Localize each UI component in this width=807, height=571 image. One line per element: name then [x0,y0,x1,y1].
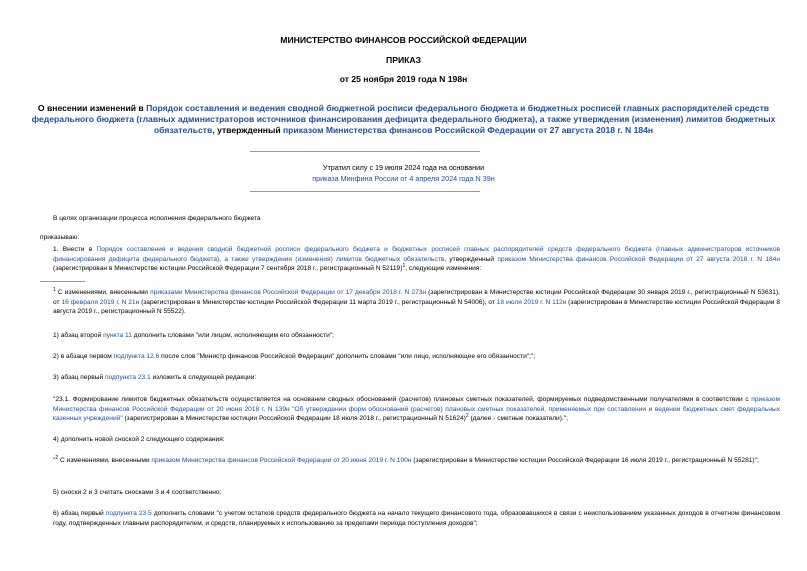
divider-line [250,151,480,152]
footnote-mark: 1 [53,286,56,293]
link-subpoint-23-1[interactable]: подпункта 23.1 [104,374,151,381]
item-1 [40,245,780,274]
paragraph-text: дополнить словами "с учетом остатков средств федерального бюджета на начало текущего финансового года, образовавшихся в связи с неиспользованием указанных доходов в отчетном финансовом году, подтвержденных главным распорядителем, и средств, планируемых к использованию за пределами периода поступления доходов"; [53,510,780,527]
footnote-1 [40,288,780,317]
link-subpoint-23-5[interactable]: подпункта 23.5 [105,510,152,517]
paragraph-5: 5) сноски 2 и 3 считать сносками 3 и 4 соответственно; [53,489,222,496]
footnote-divider [40,281,85,282]
footnote-text: С изменениями, внесенными [55,289,151,296]
status-note-text: Утратил силу с 19 июля 2024 года на основании [322,163,485,172]
title-link-procedure[interactable]: Порядок составления и ведения сводной бюджетной росписи федерального бюджета и бюджетных росписей главных распорядителей средств федерального бюджета (главных администраторов источников финансирования дефицита федерального бюджета), а также утверждения (изменения) лимитов бюджетных обязательств [31,103,776,135]
item-1-text: 1. Внести в [53,246,97,253]
footnote-mark: 2 [55,454,59,461]
paragraph-text: изложить в следующей редакции: [150,374,257,381]
preamble: В целях организации процесса исполнения федерального бюджета [53,215,261,222]
quote-text: (зарегистрирован в Министерстве юстиции Российской Федерации 18 июля 2018 г., регистрационный N 51624) [122,415,466,423]
footnote-link-21n[interactable]: 16 февраля 2019 г. N 21н [61,298,140,306]
link-subpoint-12-6[interactable]: подпункта 12.6 [113,353,160,360]
footnote-link-112n[interactable]: 18 июля 2019 г. N 112н [496,298,567,306]
item-1-link-procedure[interactable]: Порядок составления и ведения сводной бюджетной росписи федерального бюджета и бюджетных росписей главных распорядителей средств федерального бюджета (главных администраторов источников финансирования дефицита федерального бюджета), а также утверждения (изменения) лимитов бюджетных обязательств [53,246,780,263]
quote-text: (зарегистрирован в Министерстве юстиции Российской Федерации 16 июля 2019 г., регистрационный N 55281)"; [411,457,759,464]
divider-line [250,191,480,192]
title-text: , утвержденный [212,125,283,135]
quoted-subpoint-23-1 [40,395,780,424]
quote-text: (далее - сметные показатели)."; [468,415,568,423]
new-footnote-2 [40,456,780,466]
quote-text: " [53,457,56,464]
link-order-139n[interactable]: приказом Министерства финансов Российской Федерации от 20 июня 2018 г. N 139н "Об утверждении форм обоснований (расчетов) плановых сметных показателей, применяемых при составлении и ведении бюджетных смет федеральных казенных учреждений" [53,396,780,423]
paragraph-4: 4) дополнить новой сноской 2 следующего содержания: [53,436,225,443]
paragraph-2 [40,352,780,362]
quote-text: "23.1. Формирование лимитов бюджетных обязательств осуществляется на основании сводных обоснований (расчетов) плановых сметных показателей, формируемых подведомственными получателями в соответствии с [53,396,752,403]
paragraph-text: 1) абзац второй [53,332,104,339]
footnote-text: (зарегистрирован в Министерстве юстиции Российской Федерации 11 марта 2019 г., регистрационный N 54006), от [139,298,497,306]
title-text: О внесении изменений в [37,103,147,113]
paragraph-text: 3) абзац первый [53,374,105,381]
paragraph-text: после слов "Министр финансов Российской Федерации" дополнить словами "или лицо, исполняющее его обязанности";"; [159,353,536,360]
doc-date-number: от 25 ноября 2019 года N 198н [339,74,468,84]
title-link-order-184n[interactable]: приказом Министерства финансов Российской Федерации от 27 августа 2018 г. N 184н [282,125,654,135]
paragraph-1 [40,331,780,341]
footnote-text: (зарегистрирован в Министерстве юстиции Российской Федерации 30 января 2019 г., регистрационный N 53631), от [53,289,781,306]
paragraph-text: 2) в абзаце первом [53,353,114,360]
paragraph-text: 6) абзац первый [53,510,106,517]
footnote-text: (зарегистрирован в Министерстве юстиции Российской Федерации 8 августа 2019 г., регистрационный N 55522). [53,298,780,316]
footnote-link-273n[interactable]: приказами Министерства финансов Российской Федерации от 17 декабря 2018 г. N 273н [150,289,427,296]
quote-text: С изменениями, внесенными [58,457,152,464]
link-point-11[interactable]: пункта 11 [103,332,132,339]
link-order-100n[interactable]: приказом Министерства финансов Российской Федерации от 20 июня 2019 г. N 100н [151,457,412,464]
doc-type-heading: ПРИКАЗ [386,55,421,65]
item-1-text: , следующие изменения: [405,265,482,273]
paragraph-text: дополнить словами "или лицом, исполняющим его обязанности"; [131,332,334,339]
item-1-text: , утвержденный [444,255,498,263]
ministry-heading: МИНИСТЕРСТВО ФИНАНСОВ РОССИЙСКОЙ ФЕДЕРАЦИИ [280,35,527,45]
item-1-text: (зарегистрирован в Министерстве юстиции Российской Федерации 7 сентября 2018 г., регистрационный N 52119) [53,265,403,273]
item-1-link-order-184n[interactable]: приказом Министерства финансов Российской Федерации от 27 августа 2018 г. N 184н [497,255,780,263]
paragraph-6 [40,509,780,528]
footnote-mark: 1 [402,263,406,269]
document-title [28,103,779,136]
status-note [250,162,557,184]
status-note-link[interactable]: приказа Минфина России от 4 апреля 2024 года N 39н [312,174,495,183]
footnote-mark: 2 [465,413,469,419]
paragraph-3 [40,373,780,383]
order-word: приказываю: [40,234,80,241]
